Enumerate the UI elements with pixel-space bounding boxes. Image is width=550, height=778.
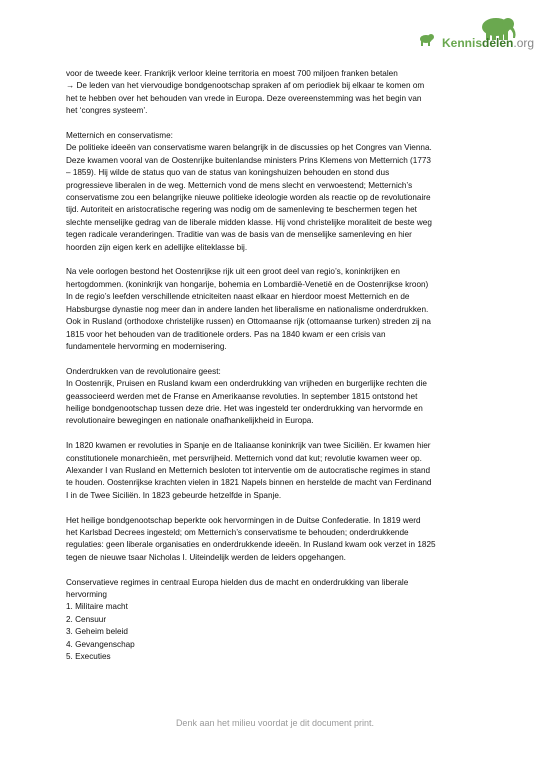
- text-line: het Karlsbad Decrees ingesteld; om Metternich’s conservatisme te behouden; onderdrukkende: [66, 527, 409, 537]
- text-line: slechte menselijke gedrag van de liberale midden klasse. Hij vond christelijke moraliteit de beste weg: [66, 217, 432, 227]
- site-logo[interactable]: [416, 14, 535, 54]
- text-line: In Oostenrijk, Pruisen en Rusland kwam een onderdrukking van vrijheden en burgerlijke rechten die: [66, 379, 427, 389]
- text-line: heilige bondgenootschap tussen deze drie. Het was ingesteld ter onderdrukking van hervormde en: [66, 403, 423, 413]
- text-line: het ‘congres systeem’.: [66, 106, 148, 116]
- logo-name-part2: delen: [482, 36, 514, 50]
- text-line: tegen de nieuwe tsaar Nicholas I. Uiteindelijk werden de leiders opgehangen.: [66, 552, 346, 562]
- text-line: In de regio’s leefden verschillende etniciteiten naast elkaar en hierdoor moest Metternich en de: [66, 292, 410, 302]
- text-line: In 1820 kwamen er revoluties in Spanje en de Italiaanse koninkrijk van twee Siciliën. Er kwamen hier: [66, 441, 431, 451]
- paragraph-suppression: [66, 366, 498, 428]
- text-line: geassocieerd werden met de Franse en Amerikaanse revoluties. In september 1815 ontstond het: [66, 391, 418, 401]
- text-line: tijd. Autoriteit en aristocratische regering was nodig om de samenleving te beschermen tegen het: [66, 205, 417, 215]
- numbered-list: [66, 601, 498, 663]
- text-line: hoorden zijn eigen kerk en adellijke eliteklasse bij.: [66, 242, 248, 252]
- paragraph-metternich: [66, 130, 498, 254]
- text-line: hertogdommen. (koninkrijk van hongarije, bohemia en Lombardië-Venetië en de Oostenrijkse kroon): [66, 279, 429, 289]
- logo-tld: .org: [513, 36, 535, 50]
- text-line: De politieke ideeën van conservatisme waren belangrijk in de discussies op het Congres van Vienna.: [66, 143, 432, 153]
- list-item: 3. Geheim beleid: [66, 627, 128, 637]
- paragraph-congress-system: [66, 68, 498, 118]
- text-line: progressieve liberalen in de weg. Metternich vond de mens slecht en verwoestend; Metternich’s: [66, 180, 413, 190]
- logo-name-part1: Kennis: [442, 36, 483, 50]
- text-line: het te hebben over het behouden van vrede in Europa. Deze overeenstemming was het begin van: [66, 93, 422, 103]
- text-line: voor de tweede keer. Frankrijk verloor kleine territoria en moest 700 miljoen franken betalen: [66, 69, 398, 78]
- text-line: tegen radicale veranderingen. Traditie van was de basis van de menselijke samenleving en hier: [66, 230, 412, 240]
- list-item: 4. Gevangenschap: [66, 639, 135, 649]
- logo-wordmark: [442, 36, 534, 50]
- text-line: hervorming: [66, 589, 107, 599]
- list-item: 1. Militaire macht: [66, 602, 128, 612]
- text-line: I in de Twee Siciliën. In 1823 gebeurde hetzelfde in Spanje.: [66, 490, 282, 500]
- text-line: revolutionaire bewegingen en nationale onafhankelijkheid in Europa.: [66, 416, 314, 426]
- paragraph-austrian-empire: [66, 266, 498, 353]
- document-body: [66, 68, 498, 663]
- list-item: 5. Executies: [66, 652, 111, 661]
- paragraph-revolutions-1820: [66, 440, 498, 502]
- text-line: 1815 voor het behouden van de traditionele orders. Pas na 1840 kwam er een crisis van: [66, 329, 386, 339]
- text-line: constitutionele monarchieën, met persvrijheid. Metternich vond dat kut; revolutie kwamen weer op.: [66, 453, 422, 463]
- page-footer: Denk aan het milieu voordat je dit document print.: [175, 718, 375, 728]
- section-heading: Metternich en conservatisme:: [66, 131, 173, 141]
- text-line: te houden. Oostenrijkse krachten vielen in 1821 Napels binnen en herstelde de macht van Ferdinand: [66, 478, 432, 488]
- text-line: Het heilige bondgenootschap beperkte ook hervormingen in de Duitse Confederatie. In 1819 werd: [66, 515, 421, 525]
- text-line: Na vele oorlogen bestond het Oostenrijkse rijk uit een groot deel van regio’s, koninkrijken en: [66, 267, 400, 277]
- text-line: Deze kwamen vooral van de Oostenrijke buitenlandse ministers Prins Klemens von Metternich (1773: [66, 155, 431, 165]
- section-heading: Onderdrukken van de revolutionaire geest:: [66, 366, 221, 376]
- text-line: → De leden van het viervoudige bondgenootschap spraken af om periodiek bij elkaar te komen om: [66, 81, 425, 91]
- list-item: 2. Censuur: [66, 614, 107, 624]
- paragraph-conservative-regimes: [66, 577, 498, 664]
- text-line: conservatisme zou een belangrijke nieuwe politieke ideologie worden als reactie op de revolutionaire: [66, 193, 431, 203]
- text-line: Conservatieve regimes in centraal Europa hielden dus de macht en onderdrukking van liberale: [66, 577, 409, 587]
- text-line: fundamentele hervorming en modernisering.: [66, 341, 227, 351]
- text-line: – 1859). Hij wilde de status quo van de status van koningshuizen behouden en stond dus: [66, 168, 390, 178]
- paragraph-german-confederation: [66, 515, 498, 565]
- text-line: Alexander I van Rusland en Metternich besloten tot interventie om de autocratische regimes in stand: [66, 465, 431, 475]
- text-line: Ook in Rusland (orthodoxe christelijke russen) en Ottomaanse rijk (ottomaanse turken) streden zij na: [66, 317, 431, 327]
- text-line: Habsburgse dynastie nog meer dan in andere landen het liberalisme en nationalisme onderdrukken.: [66, 304, 429, 314]
- text-line: regulaties: geen liberale organisaties en onderdrukkende ideeën. In Rusland kwam ook verzet in 1825: [66, 540, 436, 550]
